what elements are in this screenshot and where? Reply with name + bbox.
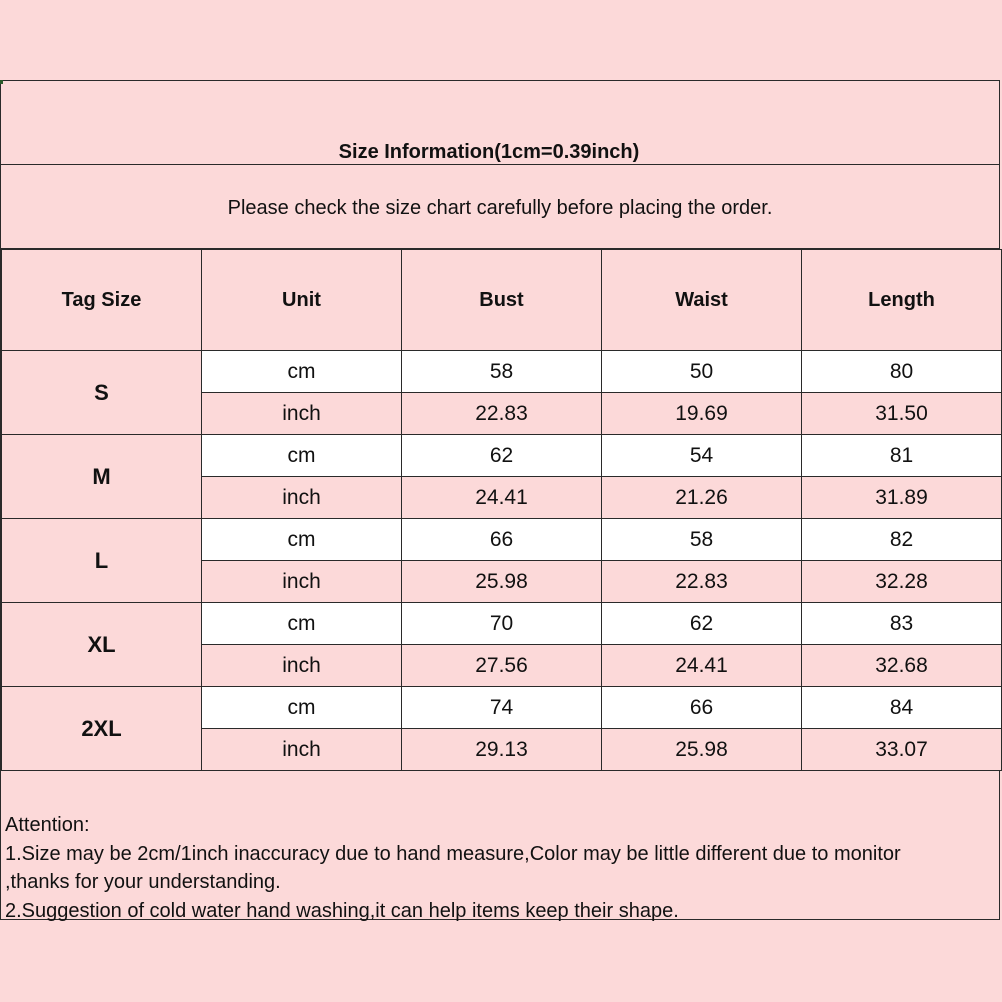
waist-cell: 19.69 [602,393,802,435]
unit-cell: cm [202,519,402,561]
notes-line-1: 1.Size may be 2cm/1inch inaccuracy due to hand measure,Color may be little different due to monitor [5,842,901,865]
bust-cell: 27.56 [402,645,602,687]
header-tag-size: Tag Size [2,250,202,351]
unit-cell: inch [202,477,402,519]
unit-cell: cm [202,351,402,393]
length-cell: 84 [802,687,1002,729]
tag-size-cell: M [2,435,202,519]
bust-cell: 74 [402,687,602,729]
length-cell: 82 [802,519,1002,561]
bust-cell: 29.13 [402,729,602,771]
unit-cell: cm [202,435,402,477]
waist-cell: 58 [602,519,802,561]
bust-cell: 22.83 [402,393,602,435]
bust-cell: 58 [402,351,602,393]
length-cell: 32.28 [802,561,1002,603]
unit-cell: inch [202,393,402,435]
length-cell: 31.50 [802,393,1002,435]
tag-size-cell: 2XL [2,687,202,771]
waist-cell: 54 [602,435,802,477]
header-length: Length [802,250,1002,351]
length-cell: 83 [802,603,1002,645]
length-cell: 81 [802,435,1002,477]
size-row-cm [2,603,1002,645]
waist-cell: 22.83 [602,561,802,603]
waist-cell: 25.98 [602,729,802,771]
bust-cell: 24.41 [402,477,602,519]
length-cell: 33.07 [802,729,1002,771]
bust-cell: 62 [402,435,602,477]
length-cell: 32.68 [802,645,1002,687]
length-cell: 80 [802,351,1002,393]
header-row [2,250,1002,351]
header-bust: Bust [402,250,602,351]
size-row-cm [2,435,1002,477]
tag-size-cell: L [2,519,202,603]
unit-cell: inch [202,729,402,771]
page-subtitle: Please check the size chart carefully before placing the order. [227,197,773,219]
waist-cell: 21.26 [602,477,802,519]
attention-notes [5,811,995,925]
size-row-cm [2,687,1002,729]
waist-cell: 66 [602,687,802,729]
bust-cell: 70 [402,603,602,645]
unit-cell: cm [202,687,402,729]
length-cell: 31.89 [802,477,1002,519]
size-row-cm [2,351,1002,393]
corner-mark [0,80,3,84]
header-waist: Waist [602,250,802,351]
header-unit: Unit [202,250,402,351]
notes-line-2: ,thanks for your understanding. [5,871,281,893]
tag-size-cell: XL [2,603,202,687]
tag-size-cell: S [2,351,202,435]
bust-cell: 66 [402,519,602,561]
notes-heading: Attention: [5,814,90,836]
unit-cell: inch [202,561,402,603]
bust-cell: 25.98 [402,561,602,603]
unit-cell: cm [202,603,402,645]
waist-cell: 24.41 [602,645,802,687]
size-row-cm [2,519,1002,561]
notes-line-3: 2.Suggestion of cold water hand washing,it can help items keep their shape. [5,899,679,922]
waist-cell: 62 [602,603,802,645]
page-title: Size Information(1cm=0.39inch) [338,141,640,163]
unit-cell: inch [202,645,402,687]
waist-cell: 50 [602,351,802,393]
size-table [1,249,1002,771]
